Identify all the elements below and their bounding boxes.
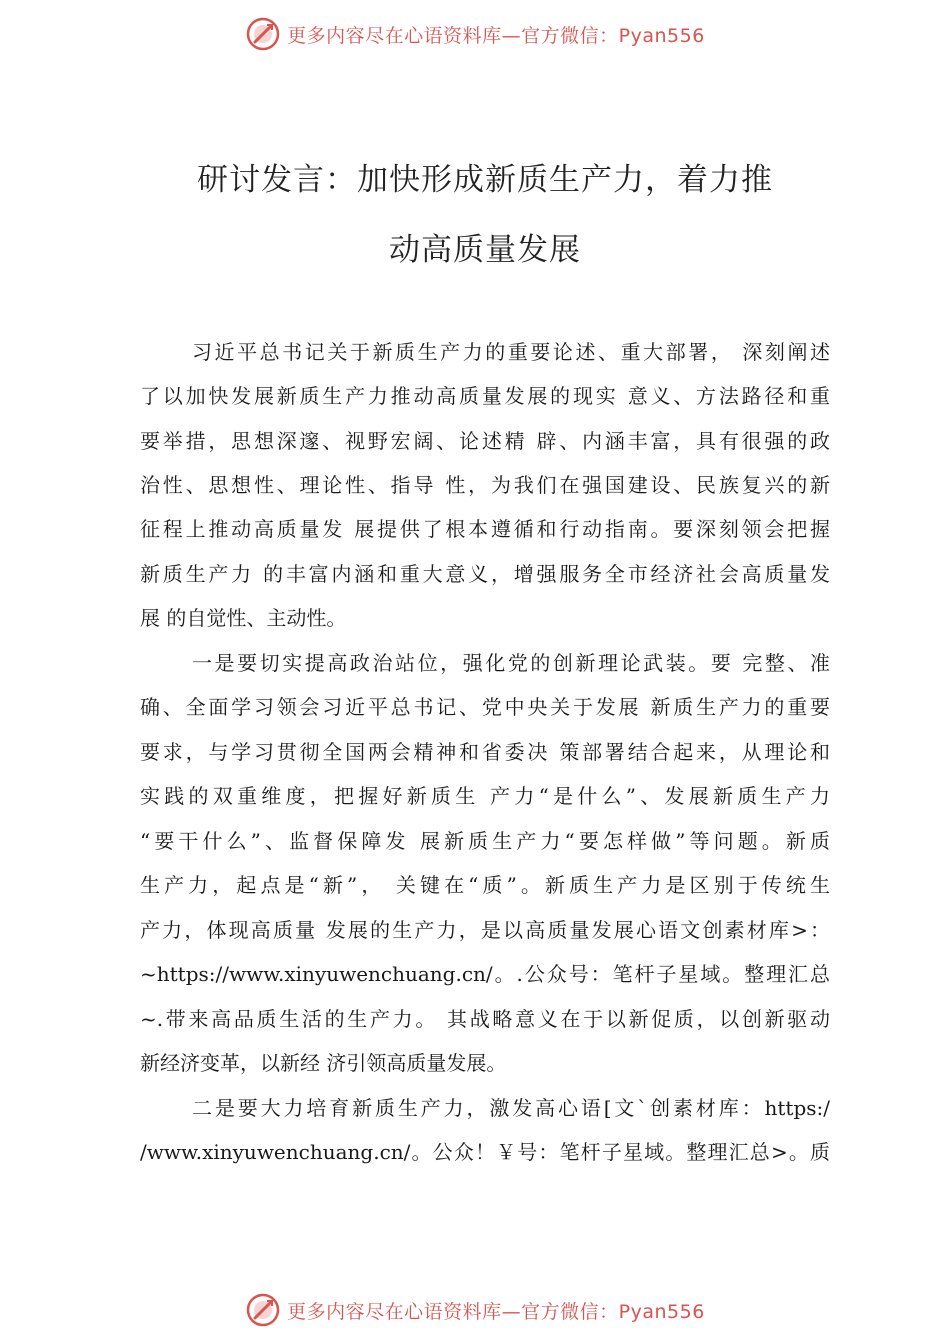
paragraph-line: ~.带来高品质生活的生产力。 其战略意义在于以新促质，以创新驱动 bbox=[140, 1007, 830, 1031]
paragraph-line: 生产力，起点是“新”， 关键在“质”。新质生产力是区别于传统生 bbox=[140, 873, 830, 897]
logo-icon bbox=[245, 16, 281, 52]
paragraph-line: 治性、思想性、理论性、指导 性，为我们在强国建设、民族复兴的新 bbox=[140, 473, 830, 497]
paragraph-line: 一是要切实提高政治站位，强化党的创新理论武装。要 完整、准 bbox=[192, 651, 830, 675]
paragraph-line: 征程上推动高质量发 展提供了根本遵循和行动指南。要深刻领会把握 bbox=[140, 517, 830, 541]
header-banner bbox=[0, 14, 950, 54]
paragraph-line: 产力，体现高质量 发展的生产力，是以高质量发展心语文创素材库>： bbox=[140, 918, 830, 942]
paragraph-line: 要求，与学习贯彻全国两会精神和省委决 策部署结合起来，从理论和 bbox=[140, 740, 830, 764]
paragraph-line: 要举措，思想深邃、视野宏阔、论述精 辟、内涵丰富，具有很强的政 bbox=[140, 429, 830, 453]
paragraph-line: ~https://www.xinyuwenchuang.cn/。.公众号：笔杆子星域。整理汇总 bbox=[140, 962, 830, 986]
paragraph-line: 二是要大力培育新质生产力，激发高心语[文`创素材库：https:/ bbox=[192, 1096, 830, 1120]
paragraph-line: 确、全面学习领会习近平总书记、党中央关于发展 新质生产力的重要 bbox=[140, 695, 830, 719]
paragraph-line: 实践的双重维度，把握好新质生 产力“是什么”、发展新质生产力 bbox=[140, 784, 830, 808]
paragraph-line: /www.xinyuwenchuang.cn/。公众！￥号：笔杆子星域。整理汇总>。质 bbox=[140, 1140, 830, 1164]
paragraph-line: 新质生产力 的丰富内涵和重大意义，增强服务全市经济社会高质量发 bbox=[140, 562, 830, 586]
footer-banner bbox=[0, 1290, 950, 1330]
page-title-line-1: 研讨发言：加快形成新质生产力，着力推 bbox=[197, 162, 773, 198]
paragraph-line: 习近平总书记关于新质生产力的重要论述、重大部署， 深刻阐述 bbox=[192, 340, 830, 364]
paragraph-line: “要干什么”、监督保障发 展新质生产力“要怎样做”等问题。新质 bbox=[140, 829, 830, 853]
paragraph-line: 展 的自觉性、主动性。 bbox=[140, 606, 347, 630]
footer-banner-text: 更多内容尽在心语资料库—官方微信：Pyan556 bbox=[287, 1300, 705, 1323]
page-title-line-2: 动高质量发展 bbox=[389, 232, 581, 268]
paragraph-line: 了以加快发展新质生产力推动高质量发展的现实 意义、方法路径和重 bbox=[140, 384, 830, 408]
logo-icon bbox=[245, 1292, 281, 1328]
header-banner-text: 更多内容尽在心语资料库—官方微信：Pyan556 bbox=[287, 24, 705, 47]
paragraph-line: 新经济变革，以新经 济引领高质量发展。 bbox=[140, 1051, 507, 1075]
